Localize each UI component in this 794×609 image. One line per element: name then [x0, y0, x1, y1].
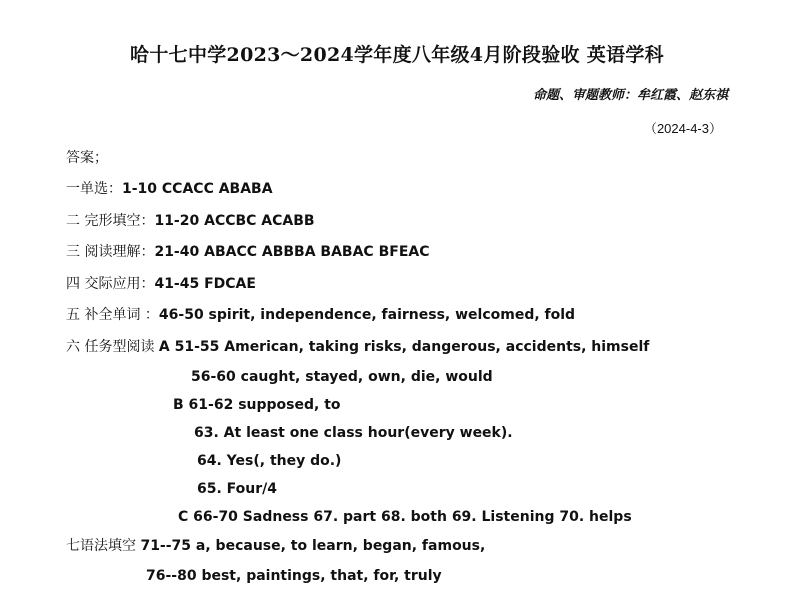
section-word-completion [66, 306, 575, 324]
section-label: 三 阅读理解： [66, 244, 155, 260]
answers-heading-text: 答案； [66, 150, 108, 166]
task-reading-b-line2: 63. At least one class hour(every week). [194, 425, 513, 441]
section-answers: 1-10 CCACC ABABA [122, 181, 273, 197]
date-line: （2024-4-3） [643, 121, 722, 136]
grammar-fill-line2: 76--80 best, paintings, that, for, truly [146, 568, 442, 584]
section-label: 六 任务型阅读 [66, 339, 159, 355]
section-answers: 21-40 ABACC ABBBA BABAC BFEAC [154, 244, 430, 260]
task-reading-b-line4: 65. Four/4 [197, 481, 278, 497]
section-communication [66, 275, 256, 293]
section-single-choice [66, 180, 273, 198]
section-answers: 41-45 FDCAE [154, 276, 256, 292]
task-reading-c-line1: C 66-70 Sadness 67. part 68. both 69. Listening 70. helps [178, 509, 632, 525]
authors-line: 命题、审题教师：牟红霞、赵东祺 [532, 88, 728, 103]
section-label: 七语法填空 [66, 538, 141, 554]
task-reading-a-line2: 56-60 caught, stayed, own, die, would [191, 369, 493, 385]
section-answers: 11-20 ACCBC ACABB [154, 213, 315, 229]
section-grammar-fill [66, 537, 485, 555]
section-label: 四 交际应用： [66, 276, 155, 292]
section-task-reading [66, 338, 649, 356]
section-label: 一单选： [66, 181, 122, 197]
section-label: 二 完形填空： [66, 213, 155, 229]
section-reading [66, 243, 430, 261]
section-answers: 46-50 spirit, independence, fairness, welcomed, fold [158, 307, 576, 323]
answers-heading [66, 149, 108, 167]
section-label: 五 补全单词 ： [66, 307, 159, 323]
task-reading-b-line3: 64. Yes(, they do.) [197, 453, 342, 469]
section-cloze [66, 212, 315, 230]
task-reading-a-line1: A 51-55 American, taking risks, dangerous, accidents, himself [158, 339, 650, 355]
document-title: 哈十七中学2023～2024学年度八年级4月阶段验收 英语学科 [130, 44, 664, 66]
grammar-fill-line1: 71--75 a, because, to learn, began, famous, [140, 538, 486, 554]
task-reading-b-line1: B 61-62 supposed, to [173, 397, 341, 413]
